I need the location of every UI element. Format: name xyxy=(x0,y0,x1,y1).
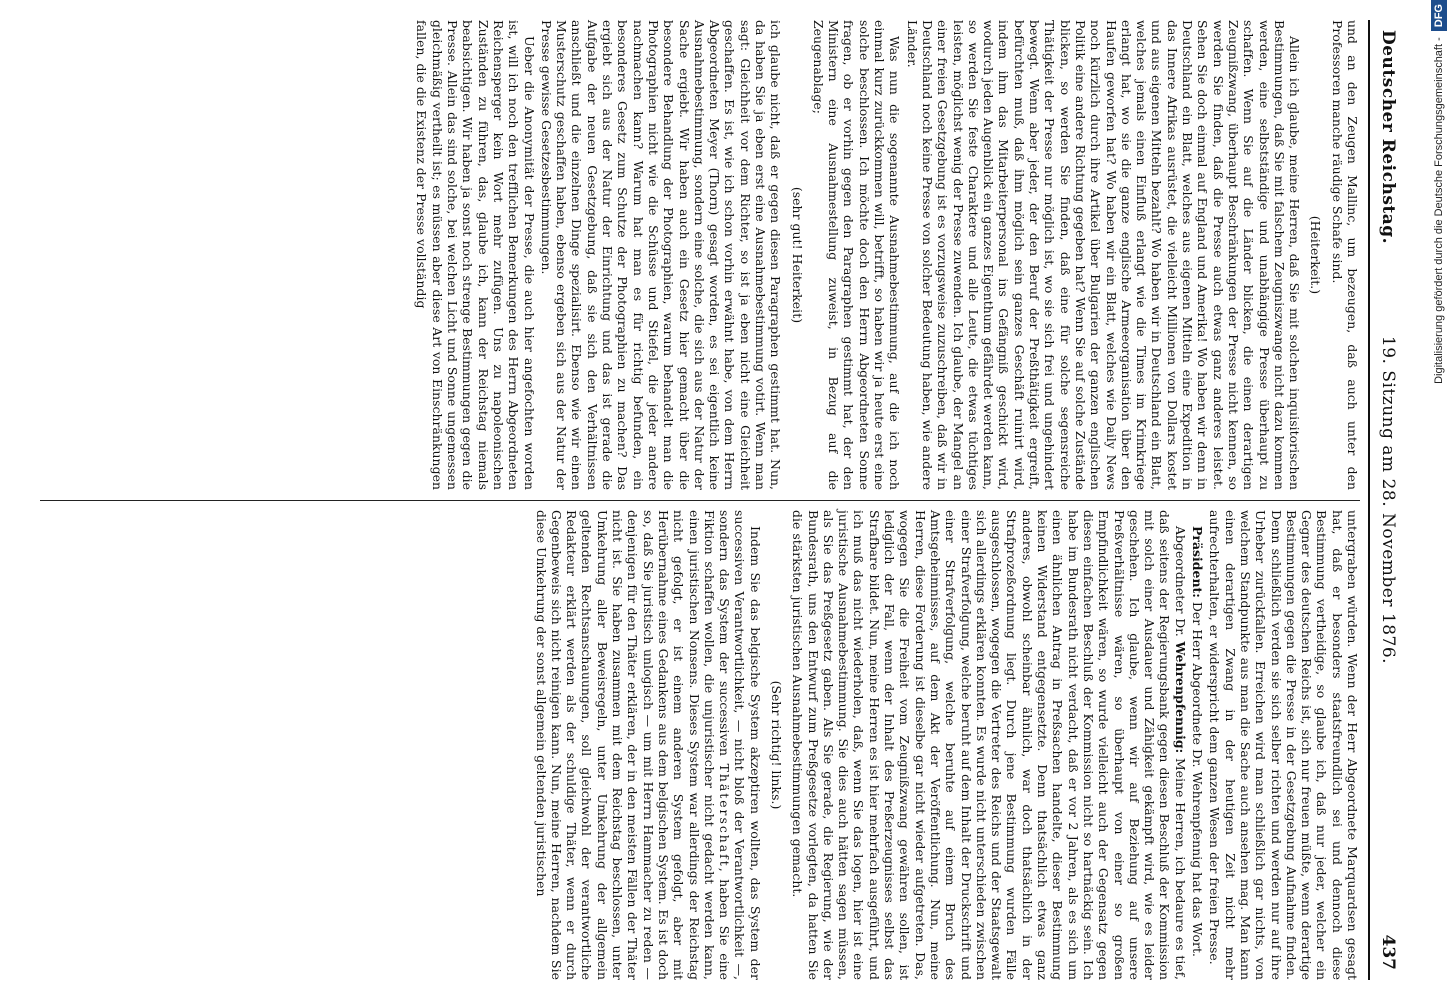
paragraph: Ueber die Anonymität der Presse, die auch hier angefochten worden ist, will ich noch den trefflichen Bemerkungen des Herrn Abgeordneten Reichensperger kein Wort mehr zufügen. Uns zu napoleonischen Zuständen zu führen, das, glaube ich, kann der Reichstag niemals beabsichtigen. Wir haben ja sonst noch strenge Bestimmungen gegen die Presse. Allein das sind solche, bei welchen Licht und Sonne ungemessen gleichmäßig vertheilt ist; es müssen aber diese Art von Einschränkungen fallen, die die Existenz der Presse vollständig xyxy=(414,20,537,490)
dfg-note-text: Digitalisierung gefördert durch die Deutsche Forschungsgemeinschaft - xyxy=(1433,37,1445,384)
dfg-logo: DFG xyxy=(1431,0,1447,31)
dfg-side-note xyxy=(1406,0,1445,1000)
header-session: 19. Sitzung am 28. November 1876. xyxy=(1378,335,1398,665)
page-header xyxy=(1368,20,1404,980)
column-divider xyxy=(40,500,1360,501)
paragraph: Allein ich glaube, meine Herren, daß Sie mit solchen inquisitorischen Bestimmungen, daß Sie mit falschem Zeugniszwange nicht dazu kommen werden, eine selbstständige und unabhängige Presse überhaupt zu schaffen. Wenn Sie auf die Länder blicken, die einen derartigen Zeugnißzwang, überhaupt Beschränkungen der Presse nicht kennen, so werden Sie finden, daß die Presse auch etwas ganz anderes leistet. Sehen Sie doch einmal auf England und Amerika! Wo haben wir denn in Deutschland ein Blatt, welches aus eigenen Mitteln eine Expedition in das Innere Afrikas ausrüstet, die vielleicht Millionen von Dollars kostet und aus eigenen Mitteln bezahlt? Wo haben wir in Deutschland ein Blatt, welches jemals einen Einfluß erlangt wie die Times im Krimkriege erlangt hat, wo sie die ganze englische Armeeorganisation über den Haufen geworfen hat? Wo haben wir ein Blatt, welches wie Daily News noch kürzlich durch ihre Artikel über Bulgarien der ganzen englischen Politik eine andere Richtung gegeben hat? Wenn Sie auf solche Zustände blicken, so werden Sie finden, daß eine für solche segensreiche Thätigkeit der Presse nur möglich ist, wo sie sich frei und ungehindert bewegt. Wenn aber jeder, der den Beruf der Preßthätigkeit ergreift, befürchten muß, daß ihm möglich sein ganzes Geschäft ruinirt wird, indem ihm das Mitarbeiterpersonal ins Gefängniß geschickt wird, wodurch jeden Augenblick ein ganzes Eigenthum gefährdet werden kann, so werden Sie feste Charaktere und alle Leute, die etwas tüchtiges leisten, möglichst wenig der Presse zuwenden. Ich glaube, der Mangel an einer freien Gesetzgebung ist es vorzugsweise zuzuschreiben, daß wir in Deutschland noch keine Presse von solcher Bedeutung haben, wie andere Länder. xyxy=(904,20,1303,490)
remark: (sehr gut! Heiterkeit) xyxy=(789,186,805,324)
right-column xyxy=(40,510,1360,980)
paragraph: Was nun die sogenannte Ausnahmebestimmung, auf die ich noch einmal kurz zurückkommen will, betrifft, so haben wir ja heute erst eine solche beschlossen. Ich möchte doch den Herrn Abgeordneten Sonne fragen, ob er vorhin gegen den Paragraphen gestimmt hat, der den Ministern eine Ausnahmestellung zuweist, in Bezug auf die Zeugenablage; xyxy=(810,20,903,490)
left-column xyxy=(40,20,1360,490)
page-number: 437 xyxy=(1378,934,1398,970)
paragraph: Präsident: Der Herr Abgeordnete Dr. Wehrenpfennig hat das Wort. xyxy=(1190,526,1206,957)
remark: (Heiterkeit.) xyxy=(1308,215,1324,295)
remark: (Sehr richtig! links.) xyxy=(769,680,785,810)
text-columns xyxy=(40,20,1360,980)
header-publication: Deutscher Reichstag. xyxy=(1378,30,1398,245)
paragraph: ich glaube nicht, daß er gegen diesen Paragraphen gestimmt hat. Nun, da haben Sie ja eben erst eine Ausnahmebestimmung votirt. Wenn man sagt: Gleichheit vor dem Richter, so ist ja eben nicht eine Gleichheit geschaffen. Es ist, wie ich schon vorhin erwähnt habe, von dem Herrn Abgeordneten Meyer (Thorn) gesagt worden, es sei eigentlich keine Ausnahmebestimmung, sondern eine solche, die sich aus der Natur der Sache ergiebt. Wir haben auch ein Gesetz hier gemacht über die besondere Behandlung der Photographien, warum behandelt man die Photographien nicht wie die Schüsse und Stiefel, die jeder andere nachmachen kann? Warum hat man es für richtig befunden, ein besonderes Gesetz zum Schutze der Photographien zu machen? Das ergiebt sich aus der Natur der Einrichtung und das ist gerade die Aufgabe der neuen Gesetzgebung, daß sie sich den Verhältnissen anschließt und die einzelnen Dinge spezialisirt. Ebenso wie wir einen Musterschutz geschaffen haben, ebenso ergeben sich aus der Natur der Presse gewisse Gesetzesbestimmungen. xyxy=(538,20,784,490)
paragraph: untergraben würden. Wenn der Herr Abgeordnete Marquardsen gesagt hat, daß er besonders staatsfreundlich sei und dennoch diese Bestimmung vertheidige, so glaube ich, daß nur jeder, welcher ein Gegner des deutschen Reichs ist, sich nur freuen müßte, wenn derartige Bestimmungen gegen die Presse in der Gesetzgebung Aufnahme finden. Denn schließlich verden sie sich selber richten und werden nur auf ihre Urheber zurückfallen. Erreichen wird man schließlich gar nichts, von welchem Standpunkte aus man die Sache auch ansehen mag. Man kann einen derartigen Zwang in der heutigen Zeit nicht mehr aufrechterhalten, er widerspricht dem ganzen Wesen der freien Presse. xyxy=(1207,510,1360,980)
paragraph: Indem Sie das belgische System akzeptiren wollten, das System der successiven Verantwortlichkeit, — nicht bloß der Verantwortlichkeit —, sondern das System der successiven Thäterschaft, haben Sie eine Fiktion schaffen wollen, die unjuristischer nicht gedacht werden kann, einen juristischen Nonsens. Dieses System war allerdings der Reichstag nicht gefolgt, er ist einem anderen System gefolgt, aber mit Herübernahme eines Gedankens aus dem belgischen System. Es ist doch so, daß Sie juristisch unlogisch — um mit Herrn Hammacher zu reden — denjenigen für den Thäter erklären, der in den meisten Fällen der Thäter nicht ist. Sie haben zusammen mit dem Reichstag beschlossen, unter Umkehrung aller Beweisregeln, unter Umkehrung der allgemein geltenden Rechtsanschauungen, soll gleichwohl der verantwortliche Redakteur erklärt werden als der schuldige Thäter, wenn er durch Gegenbeweis sich nicht reinigen kann. Nun, meine Herren, nachdem Sie diese Umkehrung der sonst allgemein geltenden juristischen xyxy=(533,510,763,980)
paragraph: und an den Zeugen Mallinc, um bezeugen, daß auch unter den Professoren manche räudige Schafe sind. xyxy=(1329,20,1360,490)
paragraph: Abgeordneter Dr. Wehrenpfennig: Meine Herren, ich bedaure es tief, daß seitens der Regierungsbank gegen diesen Beschluß der Kommission mit solch einer Ausdauer und Zähigkeit gekämpft wird, wie es leider geschehen. Ich glaube, wenn wir auf Beziehung auf unsere Preßverhältnisse wären, so überhaupt von einer so großen Empfindlichkeit wären, so wurde vielleicht auch der Gegensatz gegen diesen einfachen Beschluß der Kommission nicht so hartnäckig sein. Ich habe im Bundesrath nicht verdacht, daß er vor 2 Jahren, als es sich um einen ähnlichen Antrag in Preßsachen handelte, dieser Bestimmung keinen Widerstand entgegensetzte. Denn thatsächlich etwas ganz anderes, obwohl scheinbar ähnlich, war doch thatsächlich in der Strafprozeßordnung liegt. Durch jene Bestimmung wurden Fälle ausgeschlossen, wogegen die Vertreter des Reichs und der Staatsgewalt sich allerdings erklären konnten. Es wurde nicht unterschieden zwischen einer Strafverfolgung, welche beruht auf dem Inhalt der Druckschrift und einer Strafverfolgung, welche beruhte auf einem Bruch des Amtsgeheimnisses, auf dem Akt der Veröffentlichung. Nun, meine Herren, diese Forderung ist dieselbe gar nicht wieder aufgetreten. Das, wogegen Sie die Freiheit vom Zeugnißzwang gewähren sollen, ist lediglich der Fall, wenn der Inhalt des Preßerzeugnisses selbst das Strafbare bildet. Nun, meine Herren es ist hier mehrfach ausgeführt, und ich muß das nicht wiederholen, daß, wenn Sie das logen, hier ist eine juristische Ausnahmebestimmung. Sie dies auch hätten sagen müssen, als Sie das Preßgesetz gaben. Als Sie gerade, die Regierung, wie der Bundesrath, uns den Entwurf zum Preßgesetze vorlegten, da hatten Sie die stärksten juristischen Ausnahmebestimmungen gemacht. xyxy=(790,510,1188,980)
